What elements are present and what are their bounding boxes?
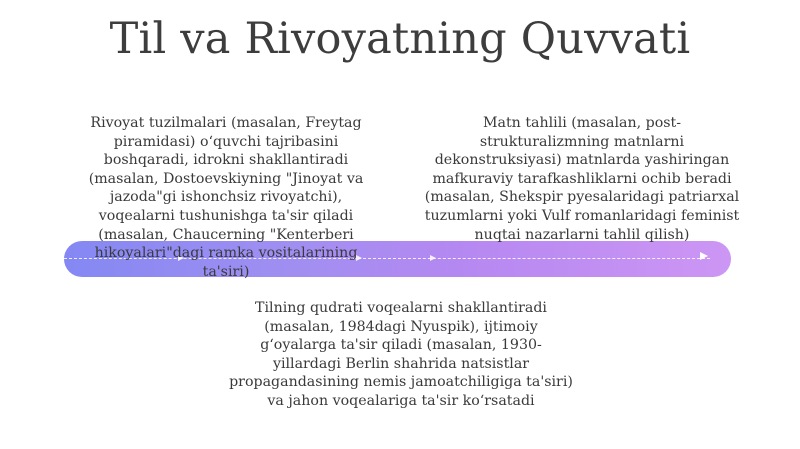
event-text-left: Rivoyat tuzilmalari (masalan, Freytag piramidasi) o‘quvchi tajribasini boshqaradi, idrokni shakllantiradi (masalan, Dostoevskiyning "Jinoyat va jazoda"gi ishonchsiz rivoyatchi), voqealarni tushunishga ta'sir qiladi (masalan, Chaucerning "Kenterberi hikoyalari"dagi ramka vositalarining ta'siri) [88,115,364,280]
event-text-right: Matn tahlili (masalan, post-strukturalizmning matnlarni dekonstruksiyasi) matnlarda yashiringan mafkuraviy tarafkashliklarni ochib beradi (masalan, Shekspir pyesalaridagi patriarxal tuzumlarni yoki Vulf romanlaridagi feminist nuqtai nazarlarni tahlil qilish) [424,115,740,243]
timeline-end-arrow-icon [700,252,708,260]
diagram-title: Til va Rivoyatning Quvvati [109,14,691,64]
timeline-arrow-icon [430,255,436,261]
event-text-bottom: Tilning qudrati voqealarni shakllantiradi (masalan, 1984dagi Nyuspik), ijtimoiy g‘oyalarga ta'sir qiladi (masalan, 1930-yillardagi Berlin shahrida natsistlar propagandasining nemis jamoatchiligiga ta'siri) va jahon voqealariga ta'sir ko‘rsatadi [229,300,573,409]
